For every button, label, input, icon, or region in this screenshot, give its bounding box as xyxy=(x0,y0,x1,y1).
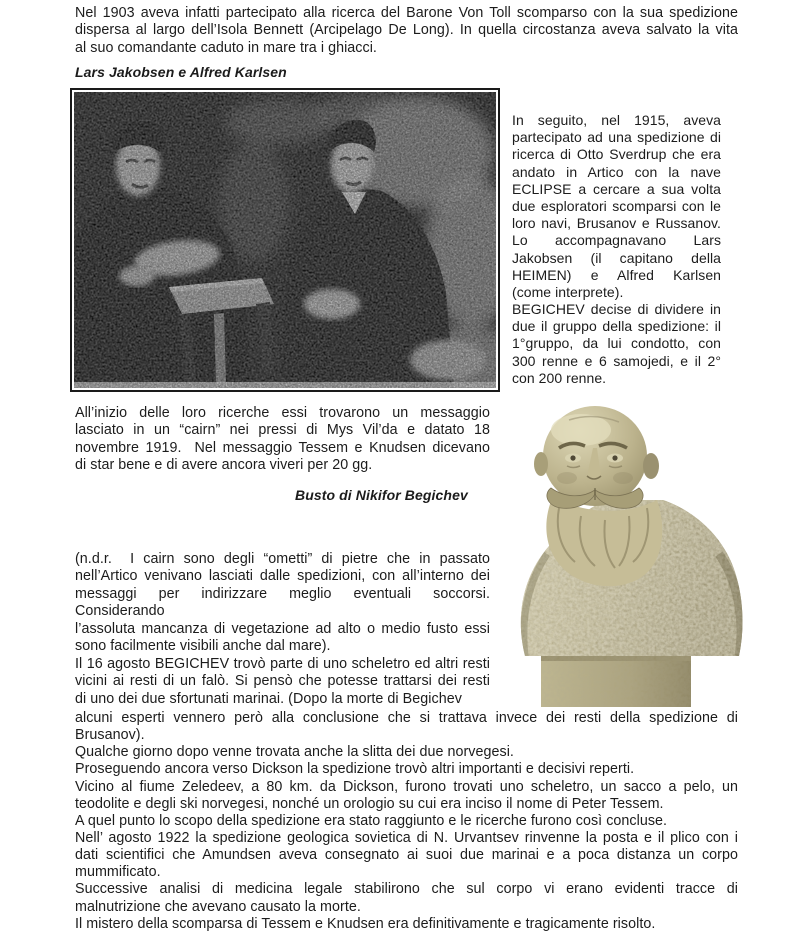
text-line: Nell’ agosto 1922 la spedizione geologica sovietica di N. Urvantsev rinvenne la posta e il plico con i xyxy=(75,829,738,846)
text-line: alcuni esperti vennero però alla conclusione che si trattava invece dei resti della spedizione di xyxy=(75,710,738,726)
text-line: Jakobsen (il capitano della xyxy=(512,249,721,266)
text-line: Il 16 agosto BEGICHEV trovò parte di uno scheletro ed altri resti xyxy=(75,655,490,672)
text-line: messaggi per indirizzare meglio eventuali soccorsi. xyxy=(75,585,490,602)
text-line: 300 renne e 6 samojedi, e il 2° xyxy=(512,352,721,369)
ndr-note-paragraph xyxy=(75,551,490,708)
text-line: ricerca di Otto Sverdrup che era xyxy=(512,146,721,163)
text-line: di star bene e di avere ancora viveri per 20 gg. xyxy=(75,457,373,474)
text-line: Il mistero della scomparsa di Tessem e Knudsen era definitivamente e tragicamente risolto. xyxy=(75,915,656,932)
text-line: due esploratori scomparsi con le xyxy=(512,197,721,214)
text-line: vicini ai resti di un falò. Si pensò che potesse trattarsi dei resti xyxy=(75,673,490,690)
text-line: sono facilmente visibili anche dal mare). xyxy=(75,638,331,655)
text-line: 1°gruppo, da lui condotto, con xyxy=(512,335,721,352)
text-line: dispersa al largo dell’Isola Bennett (Arcipelago De Long). In quella circostanza aveva salvato la vita xyxy=(75,22,738,39)
bust-graphic xyxy=(511,404,753,708)
text-line: Vicino al fiume Zeledeev, a 80 km. da Dickson, furono trovati uno scheletro, un sacco a pelo, un xyxy=(75,778,738,795)
photo-caption: Lars Jakobsen e Alfred Karlsen xyxy=(75,64,287,80)
text-line: nell’Artico venivano lasciati dalle spedizioni, con all’interno dei xyxy=(75,568,490,585)
text-line: Proseguendo ancora verso Dickson la spedizione trovò altri importanti e decisivi reperti. xyxy=(75,761,635,778)
text-line: BEGICHEV decise di dividere in xyxy=(512,301,721,318)
text-line: All’inizio delle loro ricerche essi trovarono un messaggio xyxy=(75,405,490,421)
text-line: Successive analisi di medicina legale stabilirono che sul corpo vi erano evidenti tracce di xyxy=(75,881,738,898)
text-line: Considerando xyxy=(75,603,165,620)
text-line: ECLIPSE a cercare a sua volta xyxy=(512,180,721,197)
text-line: mummificato. xyxy=(75,864,161,881)
text-line: novembre 1919. Nel messaggio Tessem e Knudsen dicevano xyxy=(75,439,490,456)
text-line: In seguito, nel 1915, aveva xyxy=(512,112,721,128)
text-line: dati scientifici che Amundsen aveva consegnato ai suoi due marinai e a poca distanza un corpo xyxy=(75,847,738,864)
bust-image xyxy=(511,404,753,708)
text-line: partecipato ad una spedizione di xyxy=(512,129,721,146)
text-line: al suo comandante caduto in mare tra i ghiacci. xyxy=(75,39,377,56)
conclusion-paragraph xyxy=(75,710,738,932)
text-line: due il gruppo della spedizione: il xyxy=(512,318,721,335)
text-line: con 200 renne. xyxy=(512,369,607,386)
text-line: andato in Artico con la nave xyxy=(512,163,721,180)
cairn-message-paragraph xyxy=(75,405,490,475)
text-line: Qualche giorno dopo venne trovata anche la slitta dei due norvegesi. xyxy=(75,744,514,761)
text-line: di uno dei due sfortunati marinai. (Dopo la morte di Begichev xyxy=(75,690,462,707)
text-line: (n.d.r. I cairn sono degli “ometti” di pietre che in passato xyxy=(75,551,490,567)
text-line: A quel punto lo scopo della spedizione era stato raggiunto e le ricerche furono così concluse. xyxy=(75,812,668,829)
text-line: l’assoluta mancanza di vegetazione ad alto o medio fusto essi xyxy=(75,620,490,637)
bust-pedestal xyxy=(541,654,691,707)
text-line: Brusanov). xyxy=(75,727,145,744)
text-line: Nel 1903 aveva infatti partecipato alla ricerca del Barone Von Toll scomparso con la sua spedizione xyxy=(75,5,738,21)
text-line: Lo accompagnavano Lars xyxy=(512,232,721,249)
text-line: (come interprete). xyxy=(512,283,624,300)
text-line: HEIMEN) e Alfred Karlsen xyxy=(512,266,721,283)
halftone-photo-graphic xyxy=(74,92,496,388)
text-line: loro navi, Brusanov e Russanov. xyxy=(512,215,721,232)
expedition-photo xyxy=(70,88,500,392)
text-line: malnutrizione che avevano causato la morte. xyxy=(75,898,361,915)
text-line: lasciato in un “cairn” nei pressi di Mys Vil’da e datato 18 xyxy=(75,422,490,439)
text-line: teodolite e degli ski norvegesi, nonché un orologio su cui era inciso il nome di Peter Tessem. xyxy=(75,795,664,812)
intro-paragraph xyxy=(75,5,738,57)
side-column-paragraph xyxy=(512,112,721,387)
bust-caption: Busto di Nikifor Begichev xyxy=(295,487,468,503)
